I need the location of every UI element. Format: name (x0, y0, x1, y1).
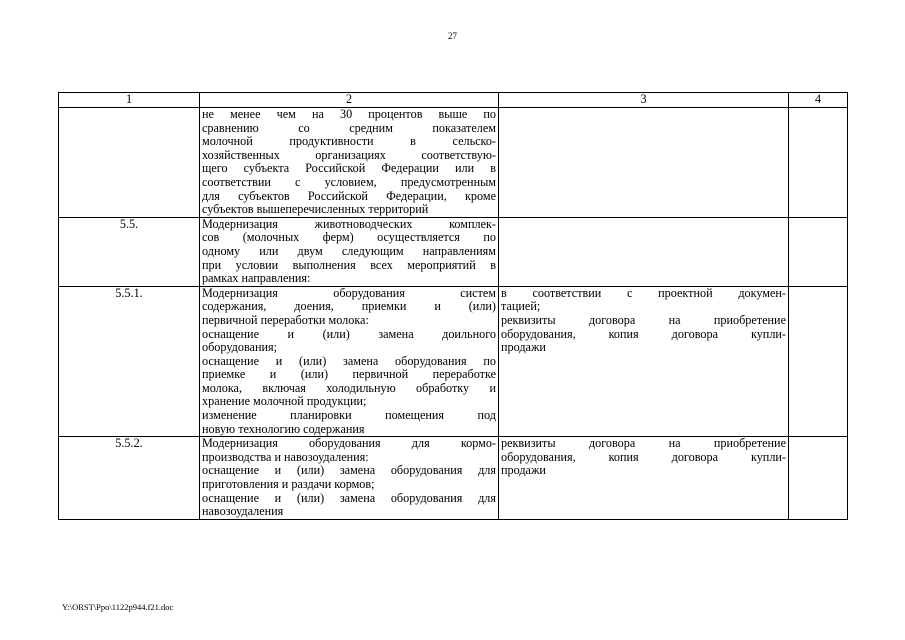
text-line: тацией; (501, 299, 541, 314)
measure-description-cell (200, 437, 499, 520)
text-line: сов (молочных ферм) осуществляется по (202, 230, 496, 245)
footer-file-path: Y:\ORST\Ppo\1122p944.f21.doc (62, 602, 174, 612)
text-line: производства и навозоудаления: (202, 449, 369, 464)
table-row (59, 286, 848, 437)
text-line: молочной продуктивности в сельско- (202, 134, 496, 149)
text-line: реквизиты договора на приобретение (501, 436, 786, 451)
text-line: оборудования; (202, 340, 277, 355)
column-header: 1 (59, 93, 200, 108)
document-table (58, 92, 848, 520)
table-body (59, 108, 848, 520)
text-line: содержания, доения, приемки и (или) (202, 299, 496, 314)
text-line: новую технологию содержания (202, 421, 365, 436)
column-header: 4 (789, 93, 848, 108)
text-line: реквизиты договора на приобретение (501, 312, 786, 327)
row-number-cell: 5.5.2. (59, 437, 200, 520)
text-line: приготовления и раздачи кормов; (202, 477, 375, 492)
notes-cell (789, 108, 848, 218)
text-line: оборудования, копия договора купли- (501, 449, 786, 464)
notes-cell (789, 217, 848, 286)
table-row (59, 108, 848, 218)
text-line: щего субъекта Российской Федерации или в (202, 161, 496, 176)
text-line: рамках направления: (202, 271, 311, 286)
text-line: оборудования, копия договора купли- (501, 326, 786, 341)
text-line: навозоудаления (202, 504, 284, 519)
text-line: продажи (501, 340, 546, 355)
text-line: в соответствии с проектной докумен- (501, 286, 786, 300)
measure-description-cell (200, 286, 499, 437)
text-line: одному или двум следующим направлениям (202, 243, 496, 258)
row-number-cell (59, 108, 200, 218)
table-row (59, 437, 848, 520)
text-line: Модернизация оборудования для кормо- (202, 436, 496, 451)
row-number-cell: 5.5. (59, 217, 200, 286)
text-line: оснащение и (или) замена доильного (202, 326, 496, 341)
text-line: хранение молочной продукции; (202, 394, 367, 409)
text-line: при условии выполнения всех мероприятий в (202, 257, 496, 272)
measure-description-cell (200, 108, 499, 218)
documents-cell (499, 217, 789, 286)
text-line: оснащение и (или) замена оборудования для (202, 490, 496, 505)
text-line: первичной переработки молока: (202, 312, 369, 327)
text-line: продажи (501, 463, 546, 478)
documents-cell (499, 437, 789, 520)
text-line: соответствии с условием, предусмотренным (202, 174, 496, 189)
measure-description-cell (200, 217, 499, 286)
text-line: сравнению со средним показателем (202, 120, 496, 135)
text-line: молока, включая холодильную обработку и (202, 380, 496, 395)
text-line: хозяйственных организациях соответствую- (202, 147, 496, 162)
text-line: Модернизация животноводческих комплек- (202, 217, 496, 231)
table-header-row (59, 93, 848, 108)
notes-cell (789, 286, 848, 437)
text-line: приемке и (или) первичной переработке (202, 367, 496, 382)
text-line: оснащение и (или) замена оборудования по (202, 353, 496, 368)
text-line: для субъектов Российской Федерации, кроме (202, 188, 496, 203)
row-number-cell: 5.5.1. (59, 286, 200, 437)
notes-cell (789, 437, 848, 520)
table-row (59, 217, 848, 286)
text-line: субъектов вышеперечисленных территорий (202, 202, 429, 217)
text-line: изменение планировки помещения под (202, 408, 496, 423)
text-line: не менее чем на 30 процентов выше по (202, 107, 496, 121)
documents-cell (499, 286, 789, 437)
text-line: оснащение и (или) замена оборудования для (202, 463, 496, 478)
column-header: 3 (499, 93, 789, 108)
page-number: 27 (448, 31, 457, 41)
column-header: 2 (200, 93, 499, 108)
documents-cell (499, 108, 789, 218)
text-line: Модернизация оборудования систем (202, 286, 496, 300)
